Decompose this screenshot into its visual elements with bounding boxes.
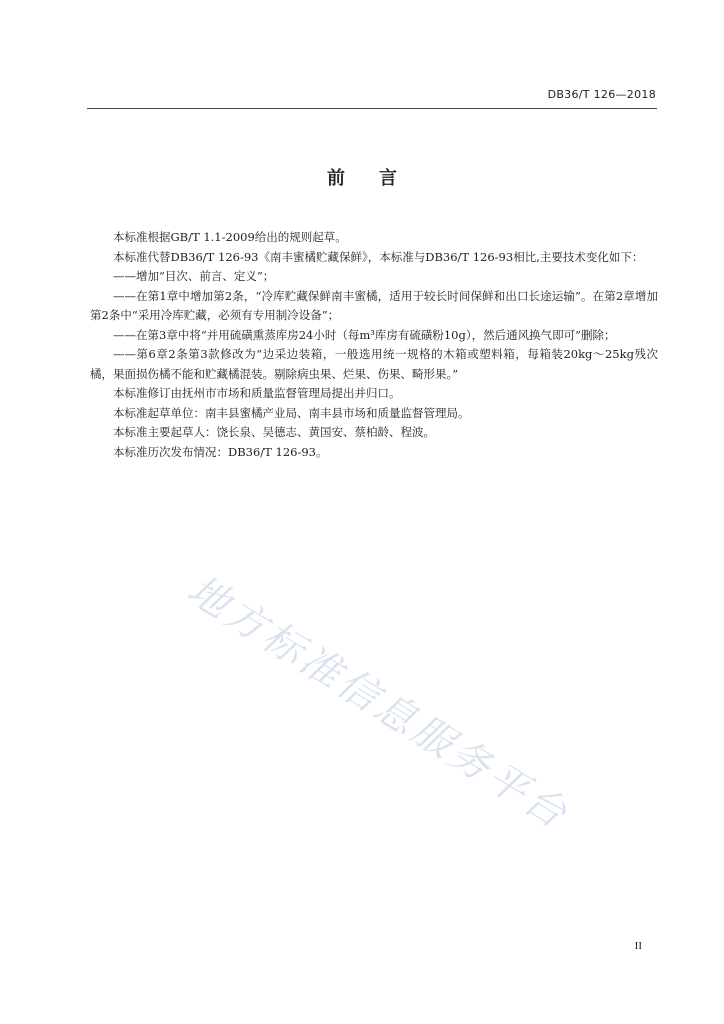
- paragraph: ——增加“目次、前言、定义”；: [113, 269, 275, 283]
- title-char-1: 前: [327, 168, 345, 189]
- title-char-2: 言: [379, 168, 397, 189]
- paragraph: 本标准历次发布情况：DB36/T 126-93。: [113, 444, 328, 459]
- paragraph: 本标准代替DB36/T 126-93《南丰蜜橘贮藏保鲜》，本标准与DB36/T 126-93相比,主要技术变化如下：: [113, 249, 644, 264]
- header-divider: [87, 108, 657, 109]
- paragraph: 本标准主要起草人：饶长泉、吴德志、黄国安、蔡柏龄、程波。: [113, 425, 435, 439]
- paragraph: ——在第1章中增加第2条，“冷库贮藏保鲜南丰蜜橘，适用于较长时间保鲜和出口长途运输”。在第2章增加第2条中“采用冷库贮藏，必须有专用制冷设备”；: [90, 288, 658, 322]
- paragraph: 本标准根据GB/T 1.1-2009给出的规则起草。: [113, 230, 347, 244]
- paragraph: ——在第3章中将“并用硫磺熏蒸库房24小时（每m³库房有硫磺粉10g），然后通风换气即可”删除；: [113, 327, 616, 342]
- watermark: 地方标准信息服务平台: [179, 566, 577, 840]
- page-number: II: [634, 940, 642, 952]
- paragraph: 本标准修订由抚州市市场和质量监督管理局提出并归口。: [113, 386, 401, 400]
- page-title: [0, 164, 724, 190]
- standard-code: DB36/T 126—2018: [547, 88, 656, 101]
- foreword-body: [90, 228, 658, 462]
- paragraph: ——第6章2条第3款修改为“边采边装箱，一般选用统一规格的木箱或塑料箱，每箱装20kg～25kg残次橘，果面损伤橘不能和贮藏橘混装。剔除病虫果、烂果、伤果、畸形果。”: [90, 347, 658, 381]
- paragraph: 本标准起草单位：南丰县蜜橘产业局、南丰县市场和质量监督管理局。: [113, 405, 470, 420]
